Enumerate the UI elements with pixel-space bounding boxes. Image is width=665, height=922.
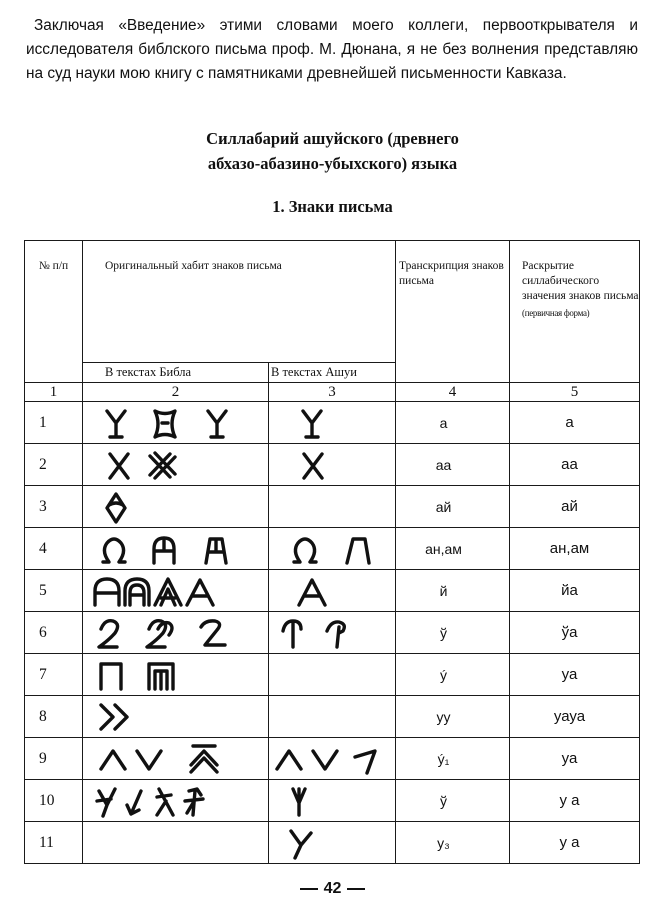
table-row [25,402,640,444]
reveal-cell: йа [510,570,640,612]
table-row [25,780,640,822]
header-transcription: Транскрипция знаков письма [396,241,510,383]
a-icon [187,580,213,605]
byblos-signs-cell [83,780,269,822]
byblos-signs-cell [83,654,269,696]
row-number: 5 [25,570,83,612]
lambda-icon [157,789,173,815]
vee-icon [313,751,337,769]
double-caret-icon [191,746,217,772]
dash-left [300,888,318,890]
y-branch-icon [291,831,311,858]
ashui-signs-cell [269,612,396,654]
table-row [25,570,640,612]
reveal-cell: ан,ам [510,528,640,570]
y-fork-icon [303,411,321,437]
header-reveal-text: Раскрытие силлабического значения знаков письма [522,260,639,302]
table-row [25,486,640,528]
byblos-signs-row10 [83,781,269,821]
byblos-signs-row4 [83,529,269,569]
diamond-loop-icon [107,494,125,522]
dash-right [347,888,365,890]
ashui-signs-cell [269,402,396,444]
arch-icon [154,538,174,563]
y-fork-icon [107,411,125,437]
ashui-signs-cell [269,780,396,822]
ashui-signs-cell [269,570,396,612]
reveal-cell: а [510,402,640,444]
row-number: 9 [25,738,83,780]
row-number: 4 [25,528,83,570]
page-number-text: 42 [323,880,342,897]
col-number: 5 [510,383,640,402]
hook-icon [327,621,344,646]
seven-icon [355,751,375,773]
subheader-ashui: В текстах Ашуи [269,363,396,383]
byblos-signs-row1 [83,403,269,443]
omega-icon [103,539,125,562]
byblos-signs-row3 [83,487,269,527]
ashui-signs-cell [269,444,396,486]
caret-icon [277,751,301,769]
hook-2-icon [99,620,118,646]
row-number: 10 [25,780,83,822]
byblos-signs-cell [83,444,269,486]
byblos-signs-row6 [83,613,269,653]
byblos-signs-cell [83,402,269,444]
byblos-signs-row5 [83,571,269,611]
table-row [25,612,640,654]
table-row [25,528,640,570]
header-reveal [510,241,640,383]
reveal-cell: уа [510,654,640,696]
table-row [25,738,640,780]
table-row [25,654,640,696]
omega-icon [294,539,316,562]
arch-a-icon [347,539,369,563]
a-icon [299,580,325,605]
page-number [0,880,665,898]
ashui-signs-cell [269,654,396,696]
transcription-cell: ý [396,654,510,696]
ashui-signs-row6 [269,613,396,653]
transcription-cell: у₃ [396,822,510,864]
caret-icon [101,751,125,769]
row-number: 1 [25,402,83,444]
double-hook-icon [147,620,172,646]
syllabary-title-line2: абхазо-абазино-убыхского) языка [207,154,458,173]
ashui-signs-cell [269,486,396,528]
ashui-signs-row9 [269,739,396,779]
table-row [25,696,640,738]
header-num: № п/п [25,241,83,383]
x-cross-icon [304,454,322,478]
double-x-icon [150,453,175,478]
row-number: 2 [25,444,83,486]
syllabary-title-line1: Силлабарий ашуйского (древнего [206,129,459,148]
spool-icon [155,411,175,437]
transcription-cell: ан,ам [396,528,510,570]
ashui-signs-cell [269,822,396,864]
arch-double-icon [125,579,149,605]
sigma-hook-icon [201,620,225,644]
x-cross-icon [110,454,128,478]
transcription-cell: ý₁ [396,738,510,780]
reveal-cell: у а [510,822,640,864]
arrow-branch-icon [97,789,115,816]
ashui-signs-row10 [269,781,396,821]
ashui-signs-row2 [269,445,396,485]
col-number: 3 [269,383,396,402]
section-title: 1. Знаки письма [272,197,393,216]
vee-icon [137,751,161,769]
ashui-signs-row1 [269,403,396,443]
byblos-signs-cell [83,696,269,738]
header-reveal-note: (первичная форма) [522,308,590,318]
hook-icon [283,621,301,647]
byblos-signs-cell [83,612,269,654]
trident-icon [293,789,305,815]
transcription-cell: ў [396,612,510,654]
arch-bar-icon [95,579,119,605]
byblos-signs-row8 [83,697,269,737]
byblos-signs-cell [83,570,269,612]
table-row [25,822,640,864]
transcription-cell: ай [396,486,510,528]
reveal-cell: у а [510,780,640,822]
ashui-signs-row4 [269,529,396,569]
row-number: 8 [25,696,83,738]
reveal-cell: уа [510,738,640,780]
byblos-signs-cell [83,486,269,528]
header-original: Оригинальный хабит знаков письма [83,241,396,363]
column-numbers-row [25,383,640,402]
byblos-signs-cell [83,528,269,570]
tree-icon [185,789,203,815]
ashui-signs-cell [269,738,396,780]
row-number: 3 [25,486,83,528]
reveal-cell: аа [510,444,640,486]
byblos-signs-row7 [83,655,269,695]
row-number: 11 [25,822,83,864]
transcription-cell: й [396,570,510,612]
pi-double-icon [149,664,173,689]
row-number: 6 [25,612,83,654]
pi-icon [101,664,121,689]
row-number: 7 [25,654,83,696]
ashui-signs-row5 [269,571,396,611]
col-number: 4 [396,383,510,402]
transcription-cell: ў [396,780,510,822]
ashui-signs-cell [269,528,396,570]
signs-table [24,240,640,864]
byblos-signs-row9 [83,739,269,779]
ashui-signs-row11 [269,823,396,863]
y-fork-icon [208,411,226,437]
transcription-cell: аа [396,444,510,486]
reveal-cell: уауа [510,696,640,738]
reveal-cell: ўа [510,612,640,654]
transcription-cell: а [396,402,510,444]
col-number: 1 [25,383,83,402]
table-header-row [25,241,640,363]
byblos-signs-row2 [83,445,269,485]
arch-a-icon [206,539,226,563]
double-chevron-icon [101,705,127,729]
intro-paragraph: Заключая «Введение» этими словами моего коллеги, первооткрывателя и исследователя библского письма проф. М. Дюнана, я не без волнения представляю на суд науки мою книгу с памятниками древнейшей письменности Кавказа. [26,17,638,82]
transcription-cell: уу [396,696,510,738]
byblos-signs-cell [83,738,269,780]
ashui-signs-cell [269,696,396,738]
a-double-icon [155,579,181,605]
table-row [25,444,640,486]
arrow-down-left-icon [127,791,141,814]
subheader-byblos: В текстах Библа [83,363,269,383]
reveal-cell: ай [510,486,640,528]
col-number: 2 [83,383,269,402]
byblos-signs-cell [83,822,269,864]
